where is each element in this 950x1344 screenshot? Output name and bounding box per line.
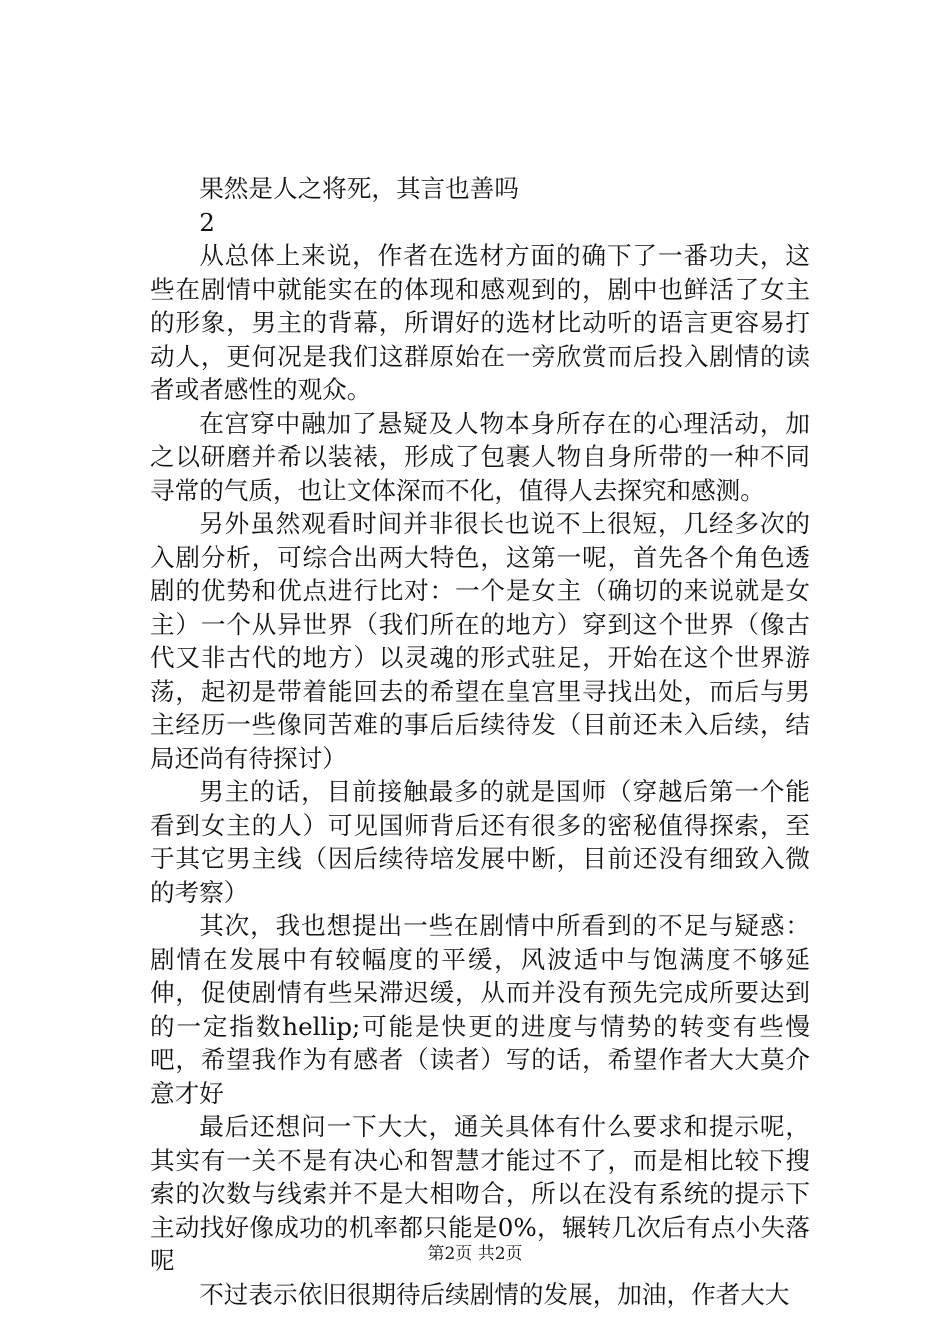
paragraph: 果然是人之将死，其言也善吗	[199, 174, 519, 203]
paragraph: 不过表示依旧很期待后续剧情的发展，加油，作者大大	[199, 1279, 790, 1309]
paragraph: 在宫穿中融加了悬疑及人物本身所存在的心理活动，加之以研磨并希以装裱，形成了包裹人物自身所带的一种不同寻常的气质，也让文体深而不化，值得人去探究和感测。	[150, 408, 810, 505]
paragraph: 从总体上来说，作者在选材方面的确下了一番功夫，这些在剧情中就能实在的体现和感观到的，剧中也鲜活了女主的形象，男主的背幕，所谓好的选材比动听的语言更容易打动人，更何况是我们这群原始在一旁欣赏而后投入剧情的读者或者感性的观众。	[150, 241, 810, 404]
paragraph: 最后还想问一下大大，通关具体有什么要求和提示呢，其实有一关不是有决心和智慧才能过不了，而是相比较下搜索的次数与线索并不是大相吻合，所以在没有系统的提示下主动找好像成功的机率都只能是0%，辗转几次后有点小失落呢	[150, 1112, 810, 1275]
document-body	[150, 172, 810, 1311]
page-footer: 第2页 共2页	[427, 1244, 523, 1264]
paragraph: 2	[199, 207, 215, 237]
paragraph: 其次，我也想提出一些在剧情中所看到的不足与疑惑：剧情在发展中有较幅度的平缓，风波适中与饱满度不够延伸，促使剧情有些呆滞迟缓，从而并没有预先完成所要达到的一定指数hellip;可能是快更的进度与情势的转变有些慢吧，希望我作为有感者（读者）写的话，希望作者大大莫介意才好	[150, 911, 810, 1108]
paragraph: 另外虽然观看时间并非很长也说不上很短，几经多次的入剧分析，可综合出两大特色，这第一呢，首先各个角色透剧的优势和优点进行比对：一个是女主（确切的来说就是女主）一个从异世界（我们所在的地方）穿到这个世界（像古代又非古代的地方）以灵魂的形式驻足，开始在这个世界游荡，起初是带着能回去的希望在皇宫里寻找出处，而后与男主经历一些像同苦难的事后后续待发（目前还未入后续，结局还尚有待探讨）	[150, 509, 810, 773]
paragraph: 男主的话，目前接触最多的就是国师（穿越后第一个能看到女主的人）可见国师背后还有很多的密秘值得探索，至于其它男主线（因后续待培发展中断，目前还没有细致入微的考察）	[150, 777, 810, 907]
